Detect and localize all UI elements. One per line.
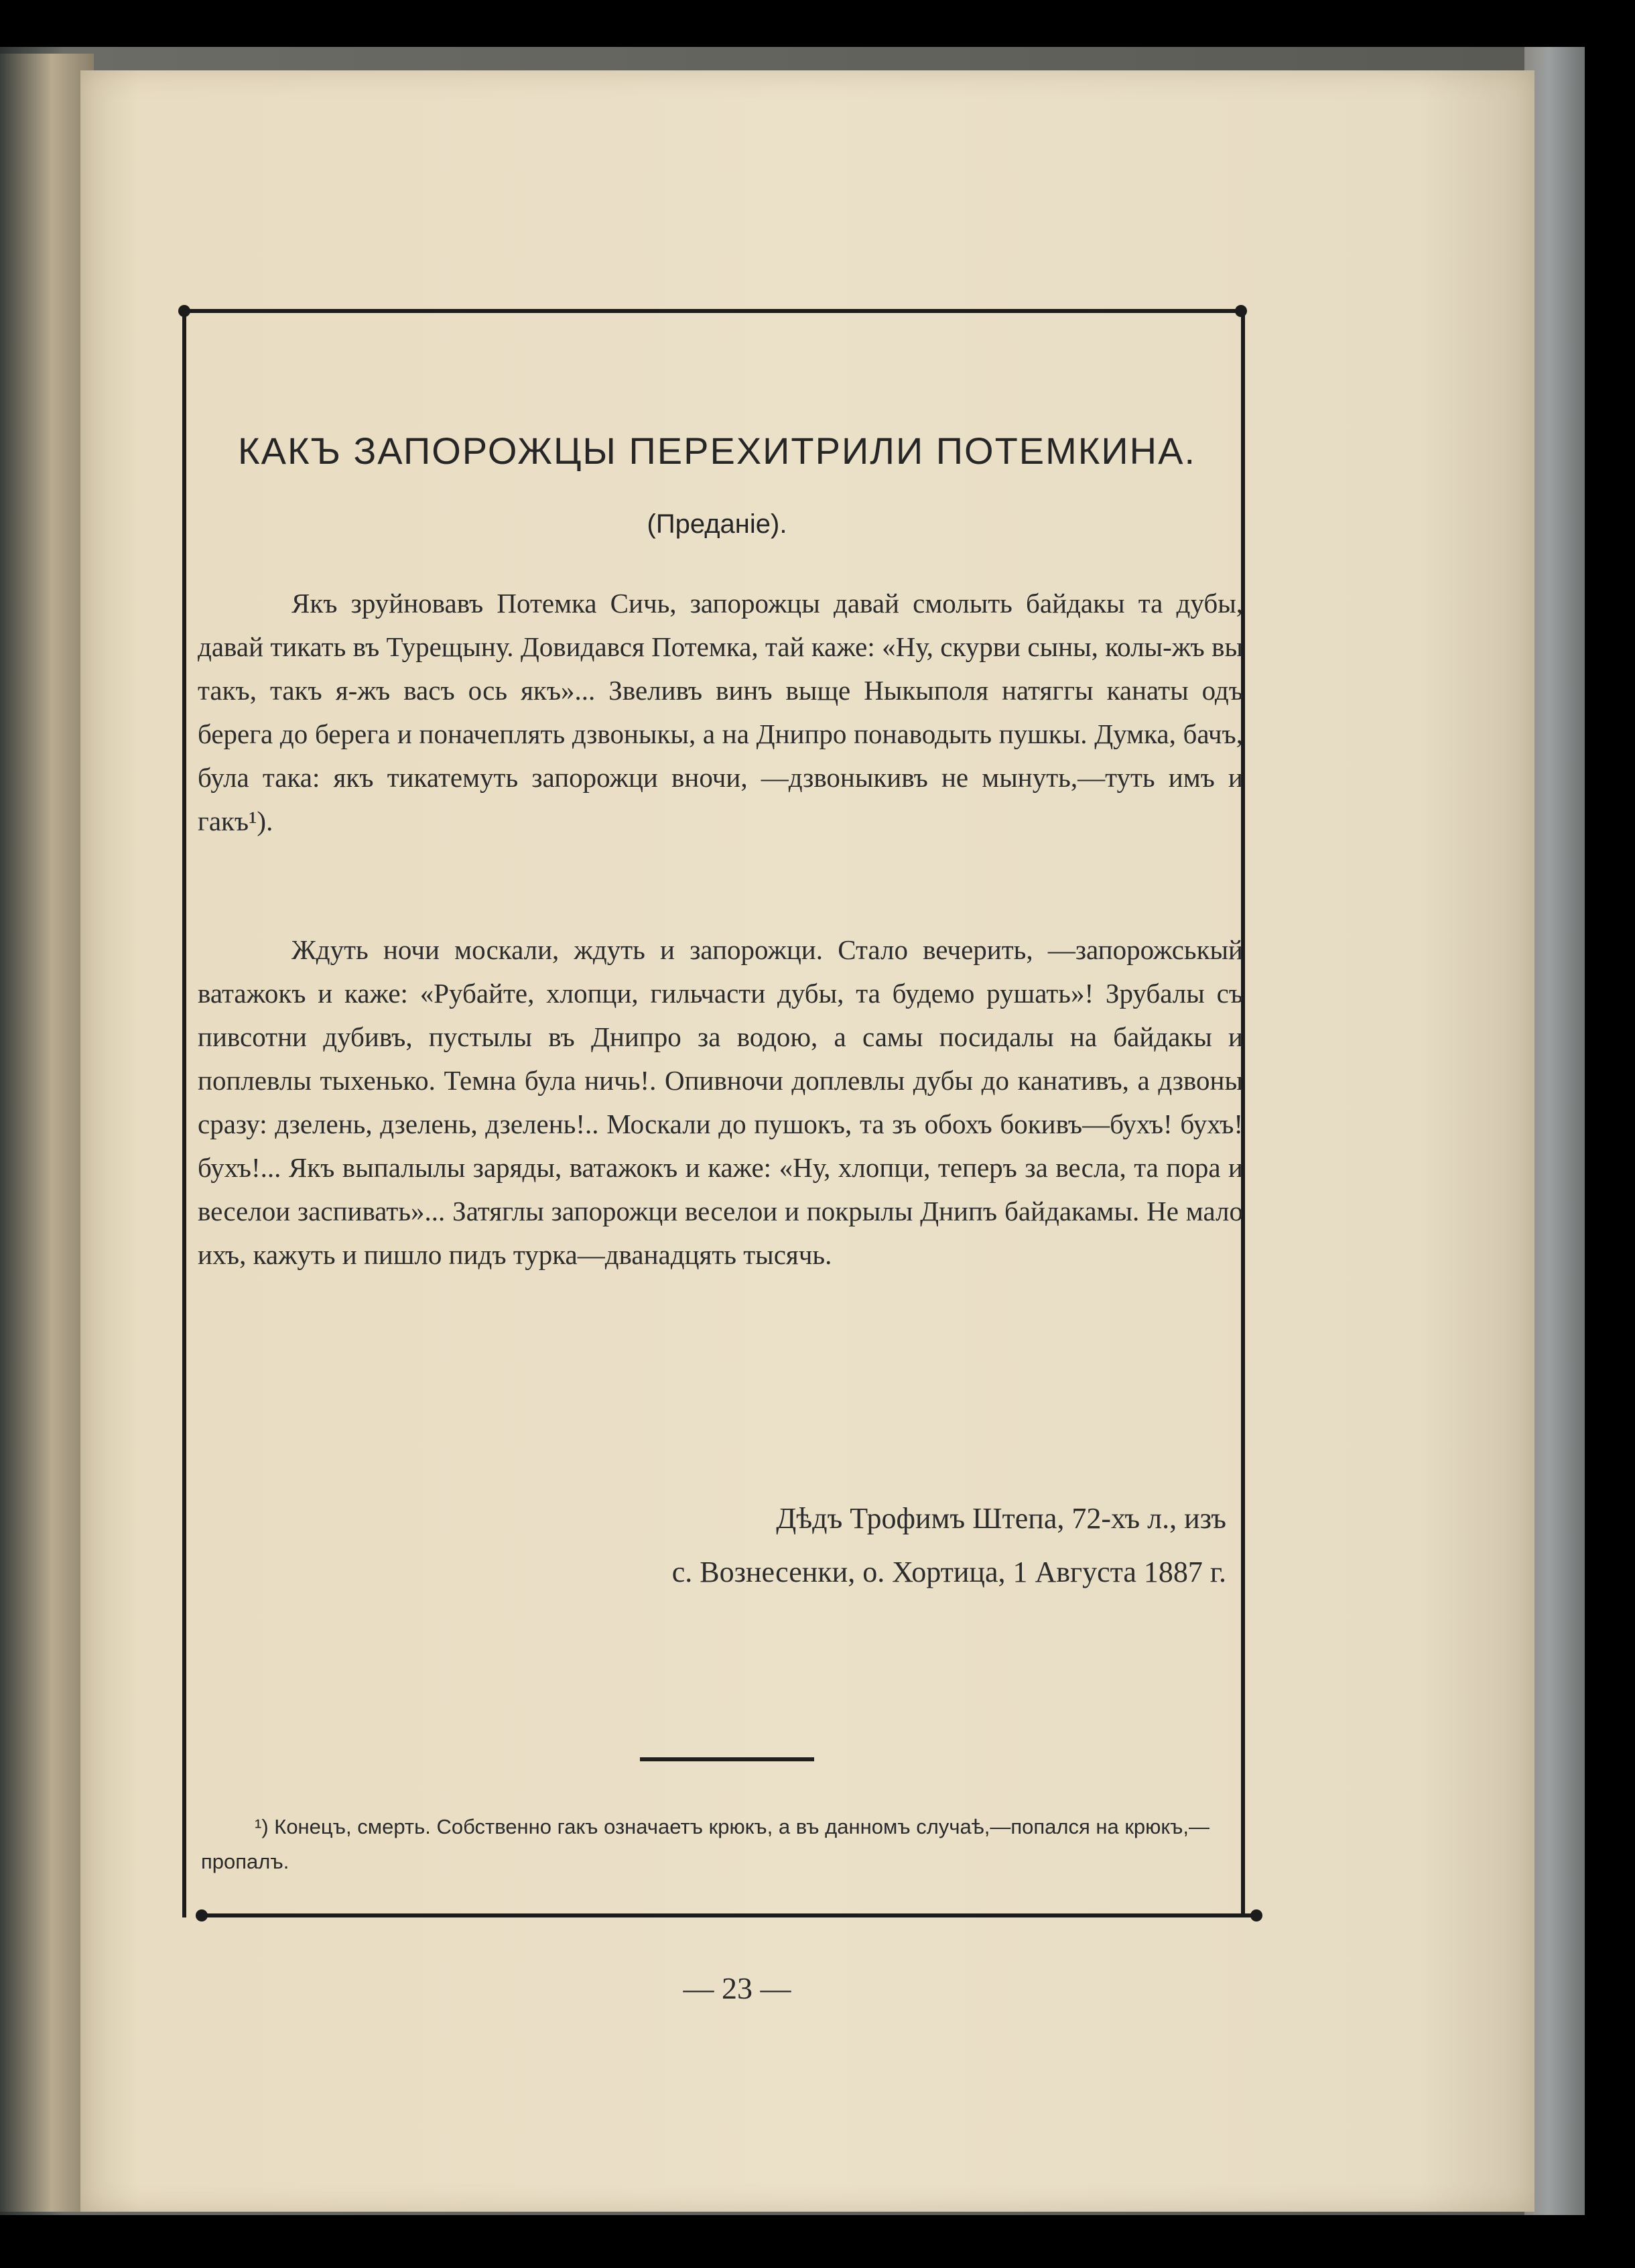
frame-corner-ornament	[196, 1909, 208, 1922]
frame-top-line	[182, 309, 1238, 313]
page-title: КАКЪ ЗАПОРОЖЦЫ ПЕРЕХИТРИЛИ ПОТЕМКИНА.	[237, 430, 1197, 472]
frame-corner-ornament	[1250, 1909, 1262, 1922]
body-paragraph-1	[198, 582, 1243, 843]
body-paragraph-2	[198, 928, 1243, 1277]
frame-corner-ornament	[1235, 305, 1247, 317]
frame-left-line	[182, 309, 186, 1917]
scan-bottom-border	[0, 2215, 1635, 2268]
signature-line-2: с. Вознесенки, о. Хортица, 1 Августа 1887 г.	[671, 1556, 1226, 1588]
separator-rule	[640, 1757, 814, 1761]
frame-corner-ornament	[178, 305, 190, 317]
page-subtitle: (Преданіе).	[647, 509, 787, 539]
scan-top-border	[0, 0, 1635, 47]
page-number: — 23 —	[683, 1971, 791, 2005]
signature-line-1: Дѣдъ Трофимъ Штепа, 72-хъ л., изъ	[776, 1502, 1226, 1535]
footnote: ¹) Конецъ, смерть. Собственно гакъ означаетъ крюкъ, а въ данномъ случаѣ,—попался на крюкъ,—пропалъ.	[201, 1815, 1209, 1873]
left-page-edge	[0, 54, 94, 2212]
paragraph-text: Ждуть ночи москали, ждуть и запорожци. Стало вечерить, —запорожськый ватажокъ и каже: «Рубайте, хлопци, гильчасти дубы, та будемо рушать»! Зрубалы съ пивсотни дубивъ, пустылы въ Днипро за водою, а самы посидалы на байдакы и поплевлы тыхенько. Темна була ничь!. Опивночи доплевлы дубы до канативъ, а дзвоны сразу: дзелень, дзелень, дзелень!.. Москали до пушокъ, та зъ обохъ бокивъ—бухъ! бухъ! бухъ!... Якъ выпалылы заряды, ватажокъ и каже: «Ну, хлопци, теперъ за весла, та пора и веселои заспивать»... Затяглы запорожци веселои и покрылы Днипъ байдакамы. Не мало ихъ, кажуть и пишло пидъ турка—дванадцять тысячь.	[198, 934, 1243, 1270]
frame-bottom-line	[201, 1913, 1254, 1917]
paragraph-text: Якъ зруйновавъ Потемка Сичь, запорожцы давай смолыть байдакы та дубы, давай тикать въ Турещыну. Довидався Потемка, тай каже: «Ну, скурви сыны, колы-жъ вы такъ, такъ я-жъ васъ ось якъ»... Звеливъ винъ выще Ныкыполя натяггы канаты одъ берега до берега и поначеплять дзвоныкы, а на Днипро понаводыть пушкы. Думка, бачъ, була така: якъ тикатемуть запорожци вночи, —дзвоныкивъ не мынуть,—туть имъ и гакъ¹).	[198, 588, 1243, 836]
